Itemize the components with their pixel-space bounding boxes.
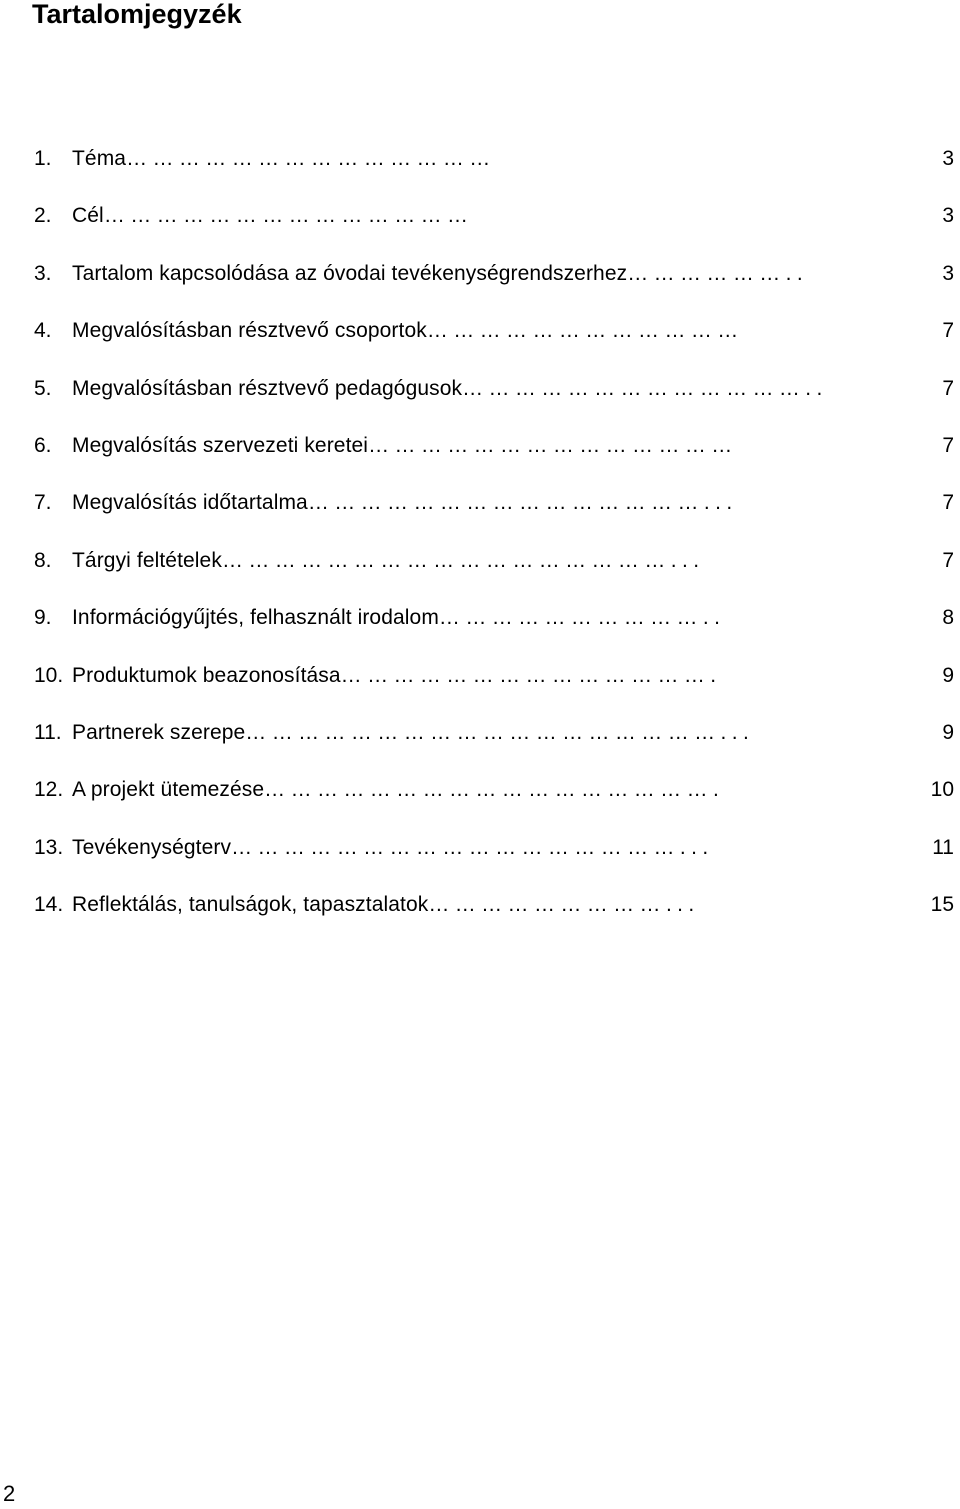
toc-entry-text — [72, 717, 954, 749]
toc-entry-title: A projekt ütemezése — [72, 778, 265, 802]
toc-dot-leader: ……………………………………………... — [221, 548, 705, 572]
toc-entry-number: 3. — [34, 261, 52, 285]
toc-entry-text — [72, 774, 954, 806]
toc-entry-text — [72, 258, 954, 290]
toc-dot-leader: ……………………………………………. — [264, 778, 725, 802]
toc-entry-number: 9. — [34, 606, 52, 630]
toc-dot-leader: …………………………………… — [126, 147, 496, 170]
toc-dot-leader: ……………………………………. — [340, 663, 722, 687]
toc-entry-number: 8. — [34, 548, 52, 572]
toc-entry-number: 10. — [34, 663, 64, 687]
toc-entry[interactable] — [34, 430, 954, 487]
toc-entry-page: 9 — [940, 660, 954, 692]
page-number: 2 — [3, 1481, 16, 1506]
toc-dot-leader: ……………….. — [627, 261, 809, 285]
toc-entry[interactable] — [34, 889, 954, 946]
page-title: Tartalomjegyzék — [32, 0, 242, 29]
toc-entry-title: Produktumok beazonosítása — [72, 663, 341, 687]
toc-dot-leader: ………………………... — [428, 893, 700, 917]
toc-entry-page: 3 — [940, 200, 954, 232]
toc-dot-leader: ……………………………… — [426, 319, 744, 343]
toc-entry-text — [72, 889, 954, 921]
toc-entry-title: Információgyűjtés, felhasznált irodalom — [72, 606, 439, 630]
toc-dot-leader: ………………………….. — [438, 606, 726, 630]
toc-entry-page: 7 — [940, 487, 954, 519]
toc-entry[interactable] — [34, 315, 954, 372]
toc-entry-text — [72, 832, 954, 864]
toc-entry-page: 7 — [940, 315, 954, 347]
toc-entry-text — [72, 143, 954, 175]
toc-entry[interactable] — [34, 602, 954, 659]
toc-entry-text — [72, 660, 954, 692]
toc-entry-number: 14. — [34, 893, 64, 917]
toc-entry[interactable] — [34, 258, 954, 315]
toc-entry-page: 7 — [940, 373, 954, 405]
toc-entry-title: Megvalósítás időtartalma — [72, 491, 308, 515]
toc-entry-text — [72, 200, 954, 232]
toc-entry-title: Partnerek szerepe — [72, 720, 246, 744]
toc-entry-title: Téma — [72, 147, 127, 170]
toc-entry[interactable] — [34, 660, 954, 717]
toc-entry[interactable] — [34, 774, 954, 831]
toc-entry-number: 1. — [34, 147, 52, 170]
toc-entry[interactable] — [34, 373, 954, 430]
toc-entry-text — [72, 430, 954, 462]
toc-entry-number: 11. — [34, 720, 62, 744]
toc-entry-number: 12. — [34, 778, 64, 802]
toc-entry-number: 7. — [34, 491, 52, 515]
toc-entry-page: 15 — [929, 889, 954, 921]
toc-entry-page: 7 — [940, 430, 954, 462]
toc-entry-page: 3 — [940, 143, 954, 175]
toc-entry-page: 9 — [940, 717, 954, 749]
toc-entry[interactable] — [34, 545, 954, 602]
toc-entry-number: 4. — [34, 319, 52, 343]
toc-entry-title: Cél — [72, 204, 104, 228]
toc-entry-number: 5. — [34, 376, 52, 400]
toc-entry[interactable] — [34, 717, 954, 774]
toc-entry-page: 3 — [940, 258, 954, 290]
toc-entry-title: Tárgyi feltételek — [72, 548, 222, 572]
toc-entry-text — [72, 602, 954, 634]
toc-entry-text — [72, 545, 954, 577]
toc-entry[interactable] — [34, 832, 954, 889]
toc-entry-title: Tartalom kapcsolódása az óvodai tevékenységrendszerhez — [72, 261, 628, 285]
toc-entry-number: 13. — [34, 835, 64, 859]
toc-dot-leader: ………………………………….. — [462, 376, 828, 400]
toc-dot-leader: ……………………………………………... — [231, 835, 714, 859]
toc-entry-page: 7 — [940, 545, 954, 577]
toc-entry-text — [72, 373, 954, 405]
toc-dot-leader: …………………………………… — [103, 204, 474, 228]
table-of-contents — [34, 143, 954, 946]
toc-entry[interactable] — [34, 143, 954, 200]
toc-entry-text — [72, 315, 954, 347]
toc-entry-number: 6. — [34, 433, 52, 457]
toc-entry[interactable] — [34, 487, 954, 544]
toc-dot-leader: …………………………………… — [368, 433, 738, 457]
toc-entry-title: Tevékenységterv — [72, 835, 232, 859]
toc-entry[interactable] — [34, 200, 954, 257]
toc-entry-page: 10 — [929, 774, 954, 806]
toc-entry-title: Megvalósítás szervezeti keretei — [72, 433, 369, 457]
toc-entry-title: Reflektálás, tanulságok, tapasztalatok — [72, 893, 429, 917]
toc-entry-page: 11 — [930, 832, 954, 864]
toc-entry-title: Megvalósításban résztvevő csoportok — [72, 319, 427, 343]
toc-entry-page: 8 — [940, 602, 954, 634]
toc-entry-title: Megvalósításban résztvevő pedagógusok — [72, 376, 463, 400]
toc-dot-leader: ………………………………………... — [307, 491, 738, 515]
toc-dot-leader: ………………………………………………... — [245, 720, 755, 744]
toc-entry-text — [72, 487, 954, 519]
toc-entry-number: 2. — [34, 204, 52, 228]
